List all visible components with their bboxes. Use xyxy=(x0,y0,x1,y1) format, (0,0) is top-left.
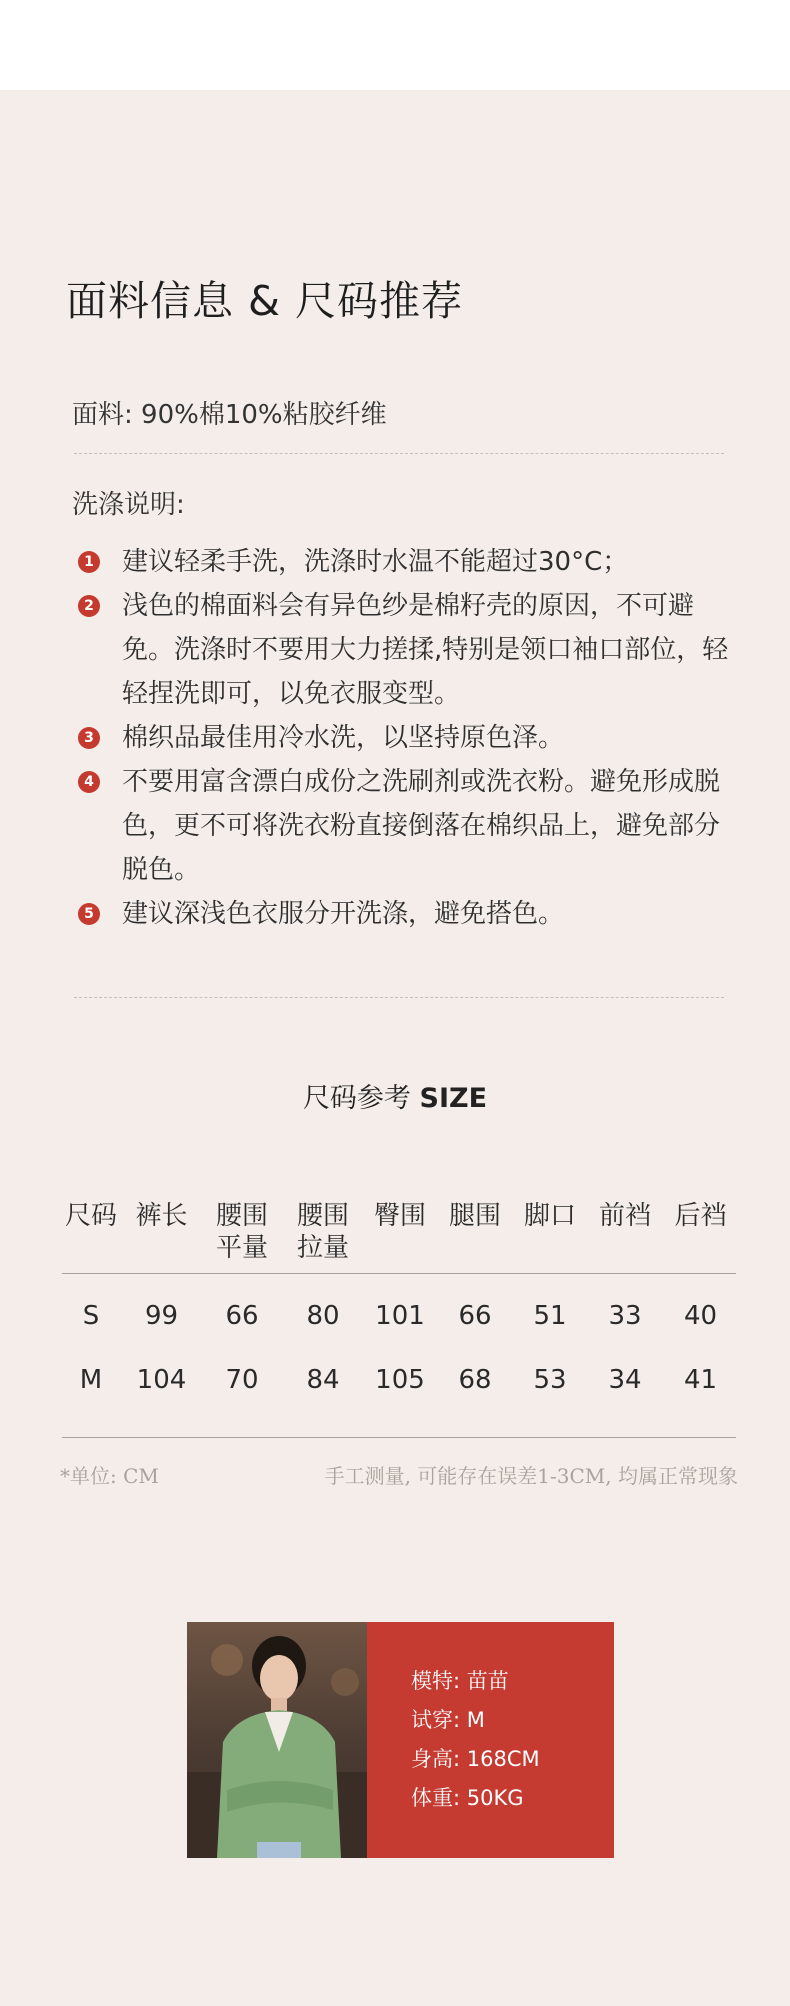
table-cell: 105 xyxy=(375,1365,425,1395)
size-title-cn: 尺码参考 xyxy=(302,1083,411,1114)
dashed-divider xyxy=(74,997,724,998)
table-row xyxy=(62,1348,736,1412)
table-cell: 68 xyxy=(458,1365,492,1395)
header-cell: 腰围 拉量 xyxy=(296,1201,349,1263)
header-cell: 裤长 xyxy=(135,1201,188,1231)
top-white-band xyxy=(0,0,790,90)
model-size: 试穿: M xyxy=(411,1708,485,1732)
wash-item xyxy=(78,760,738,892)
model-illustration xyxy=(187,1622,367,1858)
size-table xyxy=(62,1200,736,1438)
number-badge-icon: 5 xyxy=(78,903,100,925)
size-section-title xyxy=(0,1076,790,1115)
wash-item xyxy=(78,716,738,760)
table-row xyxy=(62,1284,736,1348)
wash-item xyxy=(78,584,738,716)
table-cell: 66 xyxy=(458,1301,492,1331)
header-cell: 后裆 xyxy=(674,1201,727,1231)
header-cell: 尺码 xyxy=(64,1201,117,1231)
size-title-en: SIZE xyxy=(419,1083,488,1114)
header-cell: 腰围 平量 xyxy=(215,1201,268,1263)
model-name: 模特: 苗苗 xyxy=(411,1669,509,1693)
header-cell: 脚口 xyxy=(523,1201,576,1231)
fabric-composition: 面料: 90%棉10%粘胶纤维 xyxy=(72,400,387,430)
table-cell: 40 xyxy=(683,1301,718,1331)
table-cell: 51 xyxy=(533,1301,567,1331)
header-cell: 臀围 xyxy=(373,1201,426,1231)
wash-item-text: 浅色的棉面料会有异色纱是棉籽壳的原因，不可避免。洗涤时不要用大力搓揉,特别是领口袖口部位，轻轻捏洗即可，以免衣服变型。 xyxy=(122,591,729,709)
number-badge-icon: 2 xyxy=(78,595,100,617)
wash-item-text: 建议深浅色衣服分开洗涤，避免搭色。 xyxy=(122,899,565,929)
number-badge-icon: 1 xyxy=(78,551,100,573)
table-cell: 53 xyxy=(533,1365,567,1395)
table-cell: 41 xyxy=(683,1365,718,1395)
model-card xyxy=(187,1622,614,1858)
table-bottom-rule xyxy=(62,1412,736,1438)
header-cell: 前裆 xyxy=(598,1201,651,1231)
wash-item-text: 不要用富含漂白成份之洗刷剂或洗衣粉。避免形成脱色，更不可将洗衣粉直接倒落在棉织品上，避免部分脱色。 xyxy=(122,767,721,885)
wash-item xyxy=(78,892,738,936)
model-info xyxy=(367,1622,614,1858)
wash-instructions-label: 洗涤说明: xyxy=(72,490,185,520)
wash-instructions-list xyxy=(78,540,738,936)
size-table-header xyxy=(62,1200,736,1274)
unit-note: *单位: CM xyxy=(60,1464,159,1488)
dashed-divider xyxy=(74,453,724,454)
table-cell: 99 xyxy=(144,1301,179,1331)
wash-item-text: 棉织品最佳用冷水洗，以坚持原色泽。 xyxy=(122,723,565,753)
wash-item xyxy=(78,540,738,584)
number-badge-icon: 3 xyxy=(78,727,100,749)
table-cell: 80 xyxy=(306,1301,340,1331)
table-cell: 34 xyxy=(608,1365,642,1395)
table-cell: 33 xyxy=(608,1301,642,1331)
section-title: 面料信息 & 尺码推荐 xyxy=(66,277,464,325)
table-cell: 66 xyxy=(225,1301,259,1331)
wash-item-text: 建议轻柔手洗，洗涤时水温不能超过30°C； xyxy=(122,547,629,577)
model-weight: 体重: 50KG xyxy=(411,1786,524,1810)
table-cell: S xyxy=(82,1301,100,1331)
model-photo xyxy=(187,1622,367,1858)
table-cell: 101 xyxy=(375,1301,425,1331)
table-cell: M xyxy=(79,1365,103,1395)
header-cell: 腿围 xyxy=(448,1201,501,1231)
number-badge-icon: 4 xyxy=(78,771,100,793)
table-cell: 84 xyxy=(306,1365,340,1395)
table-cell: 70 xyxy=(225,1365,259,1395)
table-cell: 104 xyxy=(136,1365,187,1395)
measurement-note: 手工测量, 可能存在误差1-3CM, 均属正常现象 xyxy=(324,1464,738,1488)
model-height: 身高: 168CM xyxy=(411,1747,540,1771)
